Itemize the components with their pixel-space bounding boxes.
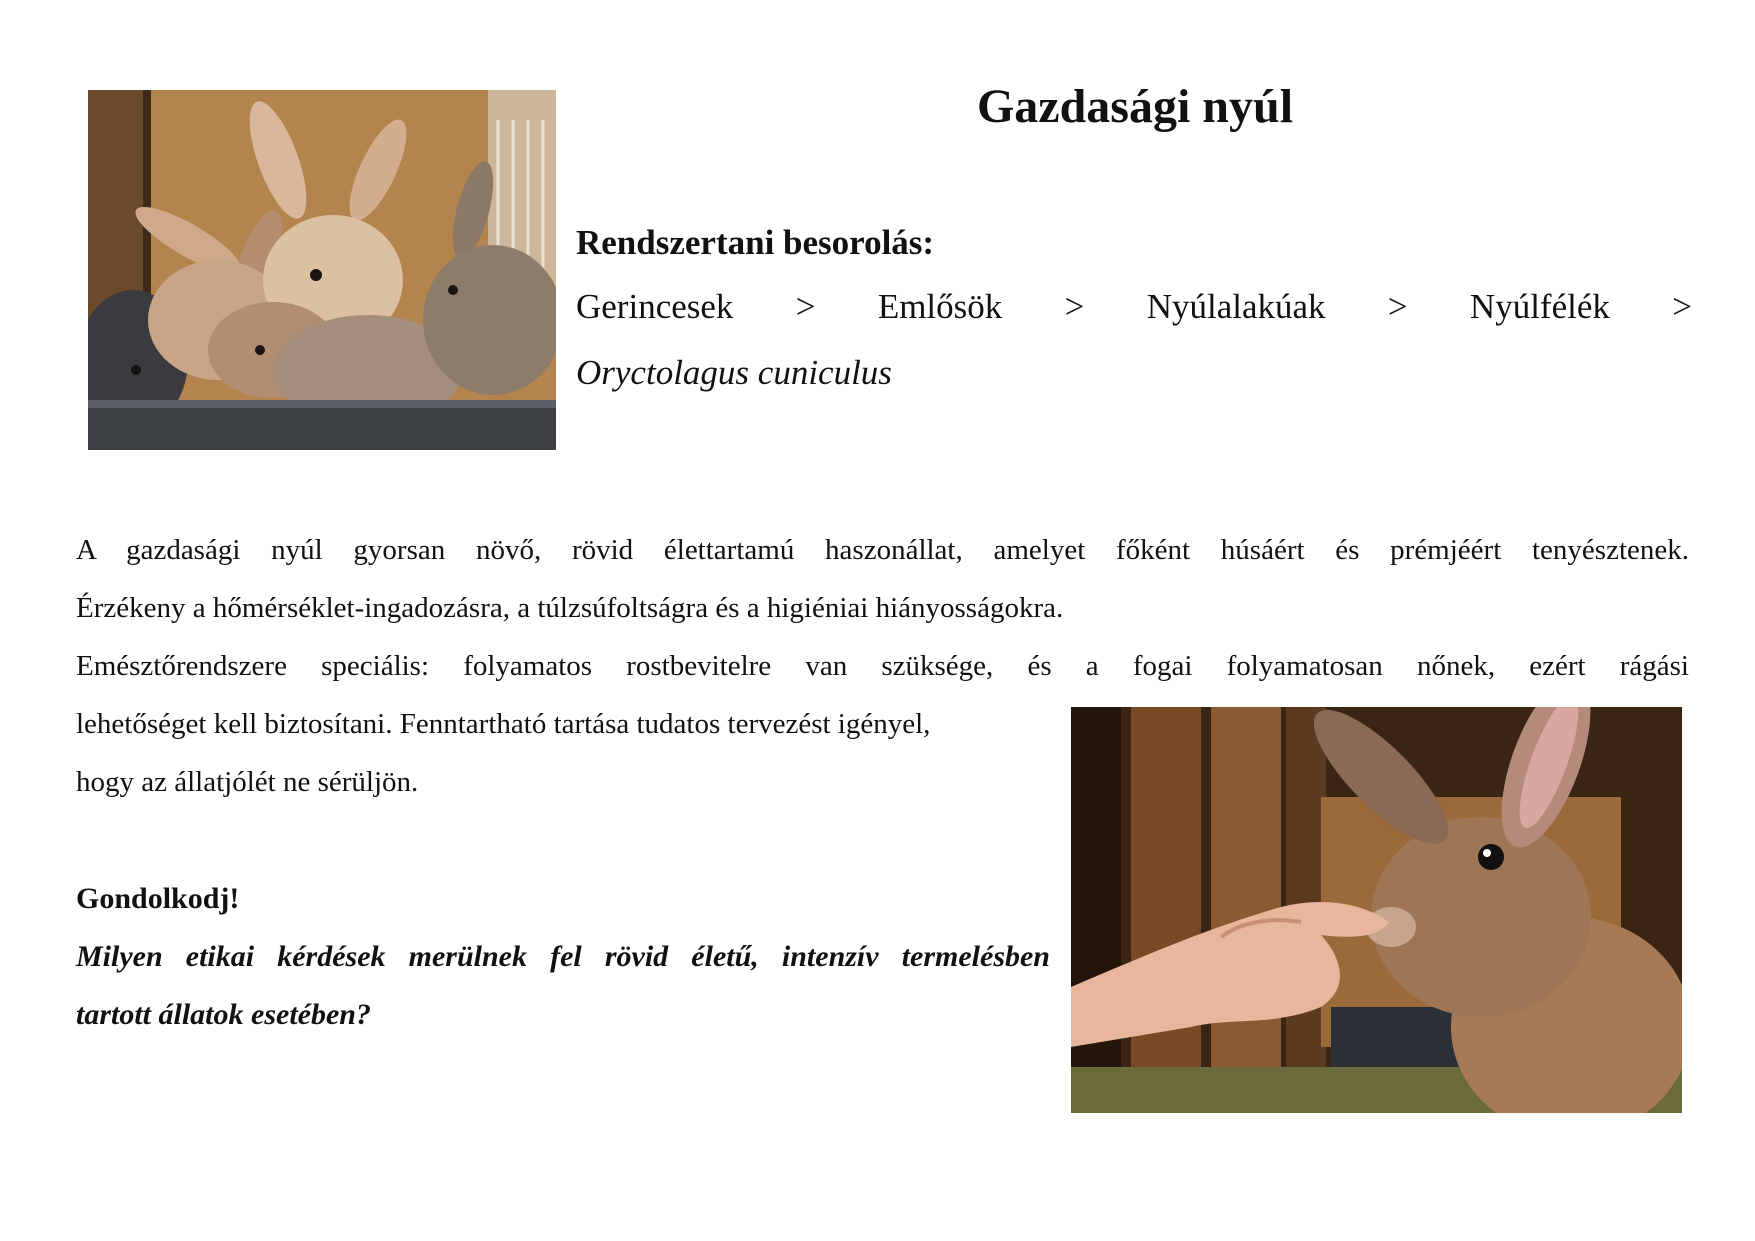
taxonomy-separator: > [1672,287,1692,326]
rabbits-in-hutch-photo [88,90,556,450]
body-line-5: hogy az állatjólét ne sérüljön. [76,766,419,798]
body-line-2: Érzékeny a hőmérséklet-ingadozásra, a túlzsúfoltságra és a higiéniai hiányosságokra. [76,592,1064,624]
taxonomy-level-order: Nyúlalakúak [1146,287,1326,326]
taxonomy-separator: > [1064,287,1085,326]
taxonomy-level-phylum: Gerincesek [576,287,734,326]
think-question-line-2: tartott állatok esetében? [76,998,371,1031]
body-line-4: lehetőséget kell biztosítani. Fenntartható tartása tudatos tervezést igényel, [76,708,931,740]
taxonomy-level-family: Nyúlfélék [1469,287,1610,326]
taxonomy-heading: Rendszertani besorolás: [576,223,935,262]
body-line-3: Emésztőrendszere speciális: folyamatos rostbevitelre van szüksége, és a fogai folyamatosan nőnek, ezért rágási [76,650,1689,682]
hand-feeding-rabbit-photo [1071,707,1682,1113]
taxonomy-separator: > [1387,287,1408,326]
taxonomy-separator: > [795,287,816,326]
taxonomy-species: Oryctolagus cuniculus [576,353,892,392]
page-title: Gazdasági nyúl [976,80,1294,133]
taxonomy-path [576,284,1692,330]
taxonomy-level-class: Emlősök [877,287,1003,326]
think-question-line-1: Milyen etikai kérdések merülnek fel rövid életű, intenzív termelésben [76,940,1050,973]
body-line-1: A gazdasági nyúl gyorsan növő, rövid élettartamú haszonállat, amelyet főként húsáért és prémjéért tenyésztenek. [76,534,1689,566]
think-heading: Gondolkodj! [76,882,240,915]
